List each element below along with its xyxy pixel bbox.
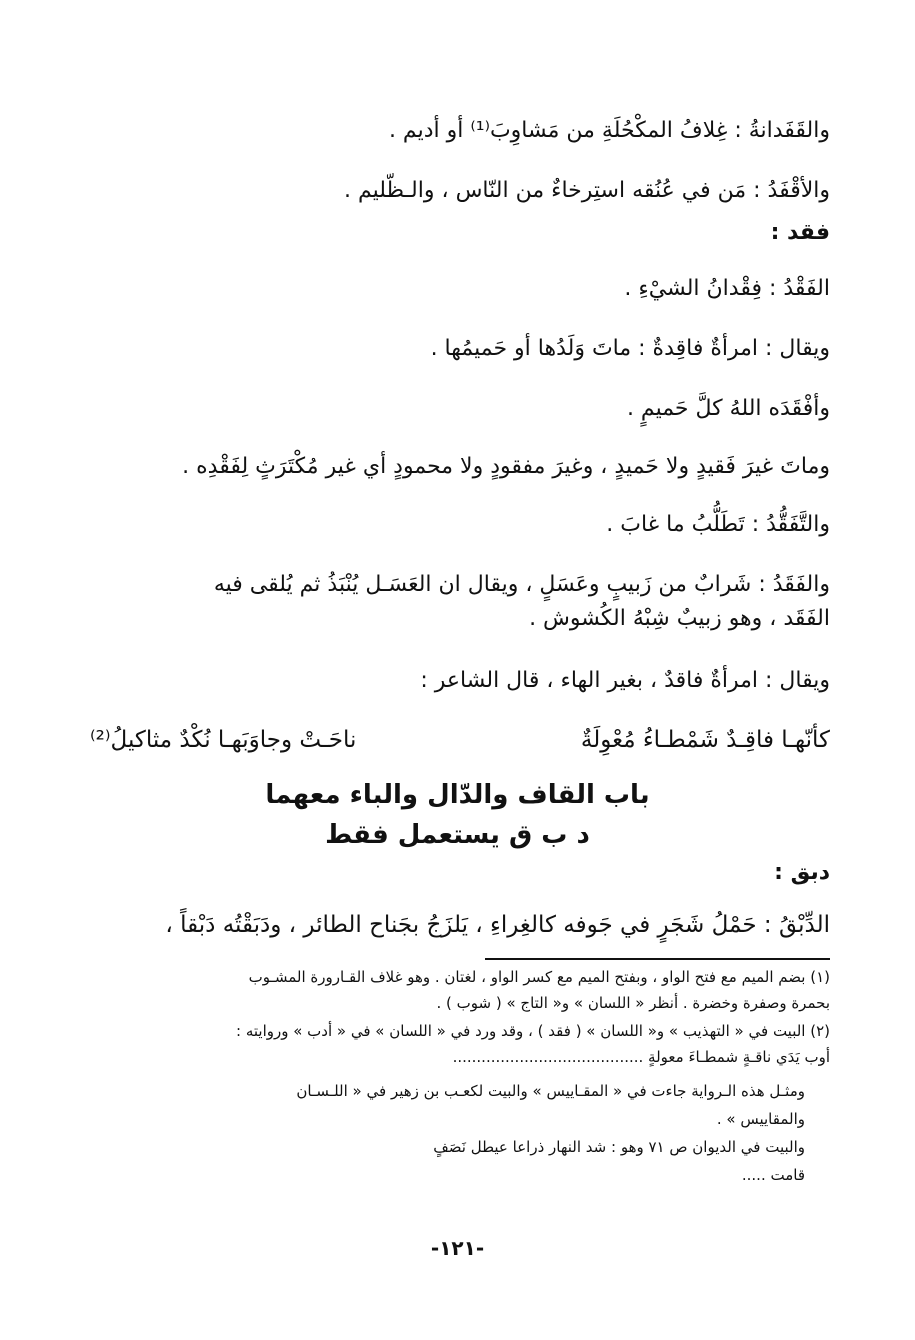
footnote-rule [485, 958, 830, 960]
verse-hemistich-1: كأنّهـا فاقِـدٌ شَمْطـاءُ مُعْوِلَةٌ [580, 727, 830, 753]
entry-tafaqqud: والتَّفَقُّدُ : تَطَلُّبُ ما غابَ . [606, 512, 830, 537]
root-heading-dbq: دبق : [774, 860, 830, 885]
entry-aqfad: والأقْفَدُ : مَن في عُنُقه استِرخاءٌ من النّاس ، والـظّليم . [344, 178, 830, 203]
footnote-1-line-1: (١) بضم الميم مع فتح الواو ، وبفتح الميم مع كسر الواو ، لغتان . وهو غلاف القـارورة المشـوب [248, 968, 830, 986]
entry-faqid-no-ha: ويقال : امرأةٌ فاقدٌ ، بغير الهاء ، قال الشاعر : [420, 668, 830, 693]
footnote-1-line-2: بحمرة وصفرة وخضرة . أنظر « اللسان » و« التاج » ( شوب ) . [436, 994, 830, 1012]
subchapter-title: د ب ق يستعمل فقط [325, 820, 590, 850]
entry-faqida: ويقال : امرأةٌ فاقِدةٌ : ماتَ وَلَدُها أو حَميمُها . [430, 336, 830, 361]
entry-dibq: الدِّبْقُ : حَمْلُ شَجَرٍ في جَوفه كالغِراءِ ، يَلزَجُ بجَناح الطائر ، ودَبَقْتُه دَبْقاً ، [165, 912, 830, 938]
entry-faqad-1: والفَقَدُ : شَرابٌ من زَبيبٍ وعَسَلٍ ، ويقال ان العَسَـل يُنْبَذُ ثم يُلقى فيه [213, 572, 830, 597]
footnote-2-diwan: والبيت في الديوان ص ٧١ وهو : شد النهار ذراعا عيطل نَصَفٍ [433, 1138, 805, 1156]
entry-faqad-2: الفَقَد ، وهو زبيبٌ شِبْهُ الكُشوش . [529, 606, 830, 631]
entry-qafadana: والقَفَدانةُ : غِلافُ المكْحُلَةِ من مَشاوِبَ⁽¹⁾ أو أديم . [388, 118, 830, 143]
footnote-2-line-1: (٢) البيت في « التهذيب » و« اللسان » ( فقد ) ، وقد ورد في « اللسان » في « أدب » وروايته : [236, 1022, 830, 1040]
footnote-2-line-4: والمقاييس » . [716, 1110, 805, 1128]
poetry-verse [90, 724, 830, 756]
verse-hemistich-2: ناحَـتْ وجاوَبَهـا نُكْدٌ مثاكيلُ⁽²⁾ [90, 727, 357, 753]
entry-faqid: وماتَ غيرَ فَقيدٍ ولا حَميدٍ ، وغيرَ مفقودٍ ولا محمودٍ أي غير مُكْتَرَثٍ لِفَقْدِه . [182, 454, 830, 479]
entry-afqadahu: وأفْقَدَه اللهُ كلَّ حَميمٍ . [626, 396, 830, 421]
root-heading-fqd: فقد : [770, 220, 830, 245]
footnote-2-continuation: قامت ..... [741, 1166, 805, 1184]
footnote-2-variant: أوب يَدَي ناقـةٍ شمطـاءَ معولةٍ ........................................ [452, 1048, 830, 1066]
footnote-2-line-3: ومثـل هذه الـرواية جاءت في « المقـاييس » والبيت لكعـب بن زهير في « اللـسـان [296, 1082, 805, 1100]
entry-faqd: الفَقْدُ : فِقْدانُ الشيْءِ . [624, 276, 830, 301]
chapter-title: باب القاف والدّال والباء معهما [265, 780, 650, 810]
page-number: -١٢١- [430, 1236, 485, 1260]
